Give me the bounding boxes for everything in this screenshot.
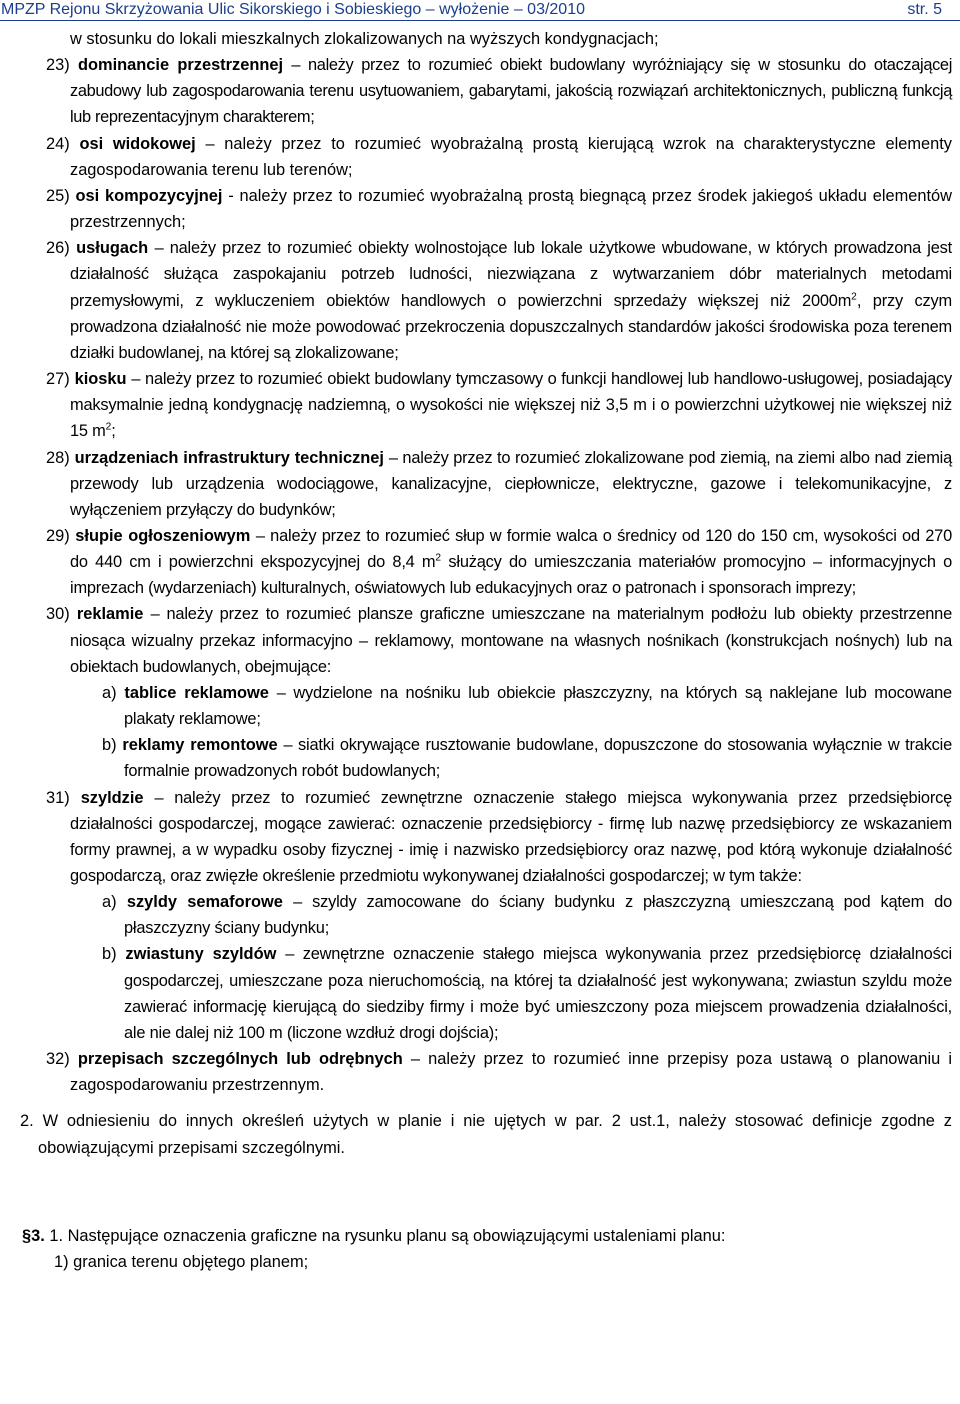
definition-number: 32) [46,1050,70,1069]
definition-31-b [20,941,952,1046]
definition-32 [20,1046,952,1098]
page-header [0,0,960,22]
superscript: 2 [105,421,112,433]
definition-number: 31) [46,788,70,807]
definition-text: – należy przez to rozumieć wyobrażalną prostą kierującą wzrok na charakterystyczne elementy zagospodarowania terenu lub terenów; [70,134,953,179]
sub-text: – wydzielone na nośniku lub obiekcie płaszczyzny, na których są naklejane lub mocowane plakaty reklamowe; [124,683,952,729]
definition-text: – należy przez to rozumieć zlokalizowane pod ziemią, na ziemi albo nad ziemią przewody lub urządzenia wodociągowe, kanalizacyjne, ciepłownicze, elektryczne, gazowe i telekomunikacyjne, z wyłączeniem przyłączy do budynków; [70,448,953,519]
sub-text: – siatki okrywające rusztowanie budowlane, dopuszczone do stosowania wyłącznie w trakcie formalnie prowadzonych robót budowlanych; [124,736,952,781]
definition-text: – należy przez to rozumieć słup w formie walca o średnicy od 120 do 150 cm, wysokości od 270 do 440 cm i powierzchni ekspozycyjnej do 8,4 m [70,526,952,572]
sub-letter: a) [102,893,117,912]
sub-text: – zewnętrzne oznaczenie stałego miejsca wykonywania przez przedsiębiorcę działalności gospodarczej, umieszczane poza nieruchomością, na której ta działalność jest wykonywana; zwiastun szyldu może zawierać informację kierującą do siedziby firmy i może być umieszczony poza miejscem prowadzenia działalności, ale nie dalej niż 100 m (liczone wzdłuż drogi dojścia); [124,945,952,1042]
definition-term: kiosku [74,370,127,389]
definition-25 [20,183,952,235]
section-3 [20,1223,952,1249]
definition-30-b [20,732,952,784]
sub-term: szyldy semaforowe [126,893,283,912]
section-2 [20,1108,952,1160]
sub-letter: b) [102,945,117,964]
definition-text-cont: ; [111,422,116,441]
section-text: W odniesieniu do innych określeń użytych w planie i nie ujętych w par. 2 ust.1, należy stosować definicje zgodne z obowiązującymi przepisami szczególnymi. [38,1112,952,1157]
sub-term: tablice reklamowe [124,683,269,702]
section-number: §3. [22,1226,45,1245]
page-number: str. 5 [907,1,942,18]
sub-text: – szyldy zamocowane do ściany budynku z płaszczyzną umieszczaną pod kątem do płaszczyzny ściany budynku; [124,893,952,938]
definition-number: 25) [46,186,70,205]
definition-28 [20,445,952,523]
definition-text: - należy przez to rozumieć wyobrażalną prostą biegnącą przez środek jakiegoś układu elementów przestrzennych; [70,186,952,232]
definition-30 [20,601,952,679]
definition-term: reklamie [76,605,144,624]
definition-number: 30) [46,605,70,624]
definition-text: – należy przez to rozumieć zewnętrzne oznaczenie stałego miejsca wykonywania przez przedsiębiorcę działalności gospodarczej, mogące zawierać: oznaczenie przedsiębiorcy - firmę lub nazwę przedsiębiorcy ze wskazaniem formy prawnej, a w wypadku osoby fizycznej - imię i nazwisko przedsiębiorcy oraz nazwę, pod którą wykonuje działalność gospodarczą, oraz zwięzłe określenie przedmiotu wykonywanej działalności gospodarczej; w tym także: [70,788,952,885]
document-body [20,26,952,1275]
definition-number: 26) [46,239,70,258]
superscript: 2 [435,552,442,564]
definition-term: osi widokowej [79,134,196,153]
definition-number: 24) [46,134,70,153]
definition-text-cont: służący do umieszczania materiałów promocyjno – informacyjnych o imprezach (wydarzeniach) kulturalnych, oświatowych lub edukacyjnych oraz o patronach i sponsorach imprezy; [70,553,952,598]
definition-text: – należy przez to rozumieć obiekty wolnostojące lub lokale użytkowe wbudowane, w których prowadzona jest działalność służąca zaspokajaniu potrzeb ludności, niezwiązana z wytwarzaniem dóbr materialnych metodami przemysłowymi, z wykluczeniem obiektów handlowych o powierzchni sprzedaży większej niż 2000m [70,239,952,310]
definition-text: – należy przez to rozumieć inne przepisy poza ustawą o planowaniu i zagospodarowaniu przestrzennym. [70,1050,953,1095]
definition-31 [20,785,952,890]
definition-term: usługach [76,239,149,258]
spacer [20,1098,952,1108]
definition-24 [20,131,952,183]
definition-number: 29) [46,526,70,545]
definition-26 [20,235,952,366]
definition-29 [20,523,952,601]
definition-text: – należy przez to rozumieć obiekt budowlany tymczasowy o funkcji handlowej lub handlowo-usługowej, posiadający maksymalnie jedną kondygnację nadziemną, o wysokości nie większej niż 3,5 m i o powierzchni użytkowej nie większej niż 15 m [70,370,952,441]
definition-term: dominancie przestrzennej [78,56,284,75]
definition-term: przepisach szczególnych lub odrębnych [77,1050,403,1069]
definition-23 [20,52,952,130]
definition-number: 27) [46,370,70,389]
definition-27 [20,366,952,444]
section-text: Następujące oznaczenia graficzne na rysunku planu są obowiązującymi ustaleniami planu: [67,1226,726,1245]
definition-term: słupie ogłoszeniowym [75,526,251,545]
sub-letter: a) [102,683,117,702]
definition-text: – należy przez to rozumieć plansze graficzne umieszczane na materialnym podłożu lub obiekty przestrzenne niosąca wizualny przekaz informacyjno – reklamowy, montowane na własnych nośnikach (konstrukcjach nośnych) lub na obiektach budowlanych, obejmujące: [70,605,952,676]
definition-text-cont: , przy czym prowadzona działalność nie może powodować przekroczenia dopuszczalnych standardów jakości środowiska poza terenem działki budowlanej, na której są zlokalizowane; [70,291,952,362]
section-3-item-1: 1) granica terenu objętego planem; [54,1252,309,1271]
sub-term: zwiastuny szyldów [125,945,277,964]
sub-term: reklamy remontowe [122,736,278,755]
superscript: 2 [851,291,857,303]
spacer [20,1161,952,1223]
definition-number: 23) [46,56,70,75]
document-title: MPZP Rejonu Skrzyżowania Ulic Sikorskiego i Sobieskiego – wyłożenie – 03/2010 [1,1,585,18]
sub-letter: b) [102,736,117,755]
header-rule [0,20,960,21]
definition-text: – należy przez to rozumieć obiekt budowlany wyróżniający się w stosunku do otaczającej zabudowy lub zagospodarowania terenu usytuowaniem, gabarytami, jakością rozwiązań architektonicznych, publiczną funkcją lub reprezentacyjnym charakterem; [70,56,952,127]
definition-31-a [20,889,952,941]
definition-term: szyldzie [80,788,144,807]
definition-30-a [20,680,952,732]
definition-number: 28) [46,448,70,467]
intro-line: w stosunku do lokali mieszkalnych zlokalizowanych na wyższych kondygnacjach; [70,30,659,48]
definition-term: osi kompozycyjnej [75,186,223,205]
definition-term: urządzeniach infrastruktury technicznej [74,448,384,467]
section-number: 2. [20,1112,34,1131]
subsection-number: 1. [49,1226,64,1245]
